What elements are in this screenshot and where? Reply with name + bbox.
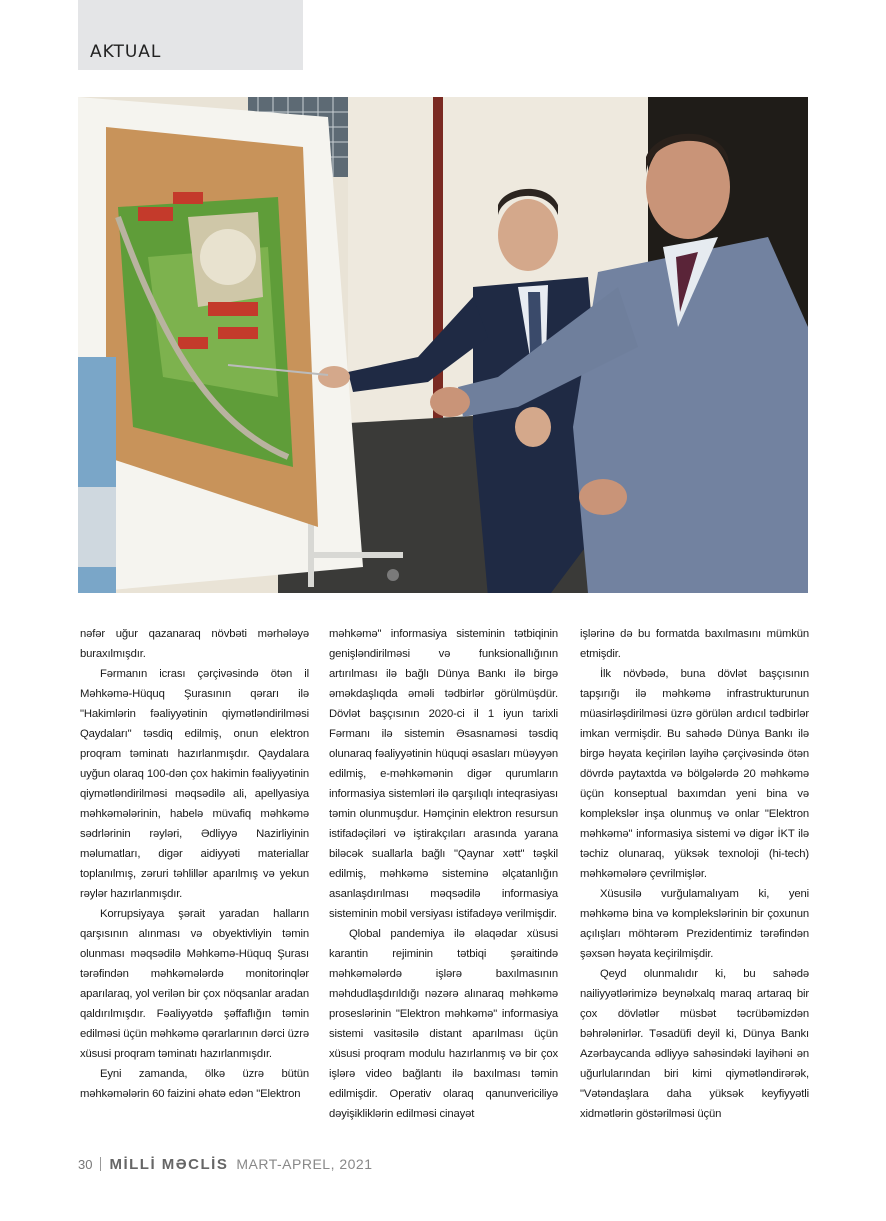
magazine-name: MİLLİ MƏCLİS — [109, 1155, 229, 1173]
paragraph: işlərinə də bu formatda baxılmasını mümkün etmişdir. — [580, 628, 809, 660]
paragraph: Qeyd olunmalıdır ki, bu sahədə nailiyyətlərimizə beynəlxalq maraq artaraq bir çox dövlətlər müsbət təcrübəmizdən bəhrələnirlər. Təsadüfi deyil ki, Dünya Bankı Azərbaycanda ədliyyə sahəsindəki layihəni ən uğurlularından biri kimi qiymətləndirərək, "Vətəndaşlara daha yüksək keyfiyyətli xidmətlərin göstərilməsi üçün — [580, 968, 809, 1120]
photo-presentation-icon — [78, 97, 808, 593]
paragraph: məhkəmə" informasiya sisteminin tətbiqinin genişləndirilməsi və funksionallığının artırılması ilə bağlı Dünya Bankı ilə birgə əməkdaşlıqda əməli tədbirlər görülmüşdür. Dövlət başçısının 2020-ci il 1 iyun tarixli Fərmanı ilə sistemin Əsasnaməsi təsdiq olunaraq fəaliyyətinin hüquqi əsasları müəyyən edilmiş, e-məhkəmənin digər qurumların informasiya sistemləri ilə qarşılıqlı inteqrasiyası təmin olunmuşdur. Həmçinin elektron resursun istifadəçiləri və iştirakçıları arasında yarana biləcək suallarla bağlı "Qaynar xətt" təşkil edilmiş, məhkəmə sisteminə əlçatanlığın asanlaşdırılması məqsədilə informasiya sisteminin mobil versiyası istifadəyə verilmişdir. — [329, 628, 558, 920]
paragraph: Korrupsiyaya şərait yaradan halların qarşısının alınması və obyektivliyin təmin olunması məqsədilə Məhkəmə-Hüquq Şurası tərəfindən məhkəmələrdə monitorinqlər aparılaraq, yol verilən bir çox nöqsanlar aradan qaldırılmışdır. Fəaliyyətdə şəffaflığın təmin edilməsi üçün məhkəmə qərarlarının dərci üzrə xüsusi proqram təminatı hazırlanmışdır. — [80, 908, 309, 1060]
article-body — [0, 624, 886, 1134]
page-footer — [78, 1153, 373, 1175]
page-number: 30 — [78, 1156, 93, 1172]
paragraph: Qlobal pandemiya ilə əlaqədar xüsusi karantin rejiminin tətbiqi şəraitində məhkəmələrdə işlərə baxılmasının məhdudlaşdırıldığı nəzərə alınaraq məhkəmə proseslərinin "Elektron məhkəmə" informasiya sistemi vasitəsilə distant aparılması üçün xüsusi proqram modulu hazırlanmış və bir çox işlərə video bağlantı ilə baxılması təmin edilmişdir. Operativ olaraq qanunvericiliyə dəyişikliklərin edilməsi cinayət — [329, 928, 558, 1120]
issue-date: MART-APREL, 2021 — [236, 1156, 373, 1172]
text-column-1 — [80, 624, 309, 1104]
footer-divider — [100, 1157, 101, 1171]
section-header — [78, 0, 303, 70]
paragraph: nəfər uğur qazanaraq növbəti mərhələyə buraxılmışdır. — [80, 628, 309, 660]
text-column-3 — [580, 624, 809, 1124]
text-column-2 — [329, 624, 558, 1124]
paragraph: Fərmanın icrası çərçivəsində ötən il Məhkəmə-Hüquq Şurasının qərarı ilə "Hakimlərin fəaliyyətinin qiymətləndirilməsi Qaydaları" təsdiq edilmiş, onun elektron proqram təminatı hazırlanmışdır. Qaydalara uyğun olaraq 100-dən çox hakimin fəaliyyətinin qiymətləndirilməsi məqsədilə ali, apellyasiya məhkəmələrinin, habelə müvafiq məhkəmə sədrlərinin rəyləri, Ədliyyə Nazirliyinin məlumatları, digər aidiyyəti materiallar toplanılmış, zəruri təhlillər aparılmış və yekun rəylər hazırlanmışdır. — [80, 668, 309, 900]
paragraph: İlk növbədə, buna dövlət başçısının tapşırığı ilə məhkəmə infrastrukturunun müasirləşdirilməsi üzrə görülən ardıcıl tədbirlər imkan vermişdir. Bu sahədə Dünya Bankı ilə birgə həyata keçirilən layihə çərçivəsində ötən dövrdə paytaxtda və bölgələrdə 20 məhkəmə üçün konseptual baxımdan yeni bina və komplekslər inşa olunmuş və onlar "Elektron məhkəmə" informasiya sistemi və digər İKT ilə təchiz olunaraq, yüksək texnoloji (hi-tech) məhkəmələrə çevrilmişlər. — [580, 668, 809, 880]
paragraph: Eyni zamanda, ölkə üzrə bütün məhkəmələrin 60 faizini əhatə edən "Elektron — [80, 1068, 309, 1100]
paragraph: Xüsusilə vurğulamalıyam ki, yeni məhkəmə bina və komplekslərinin bir çoxunun açılışları möhtərəm Prezidentimiz tərəfindən şəxsən həyata keçirilmişdir. — [580, 888, 809, 960]
section-title: AKTUAL — [90, 42, 162, 62]
article-photo — [78, 97, 808, 593]
